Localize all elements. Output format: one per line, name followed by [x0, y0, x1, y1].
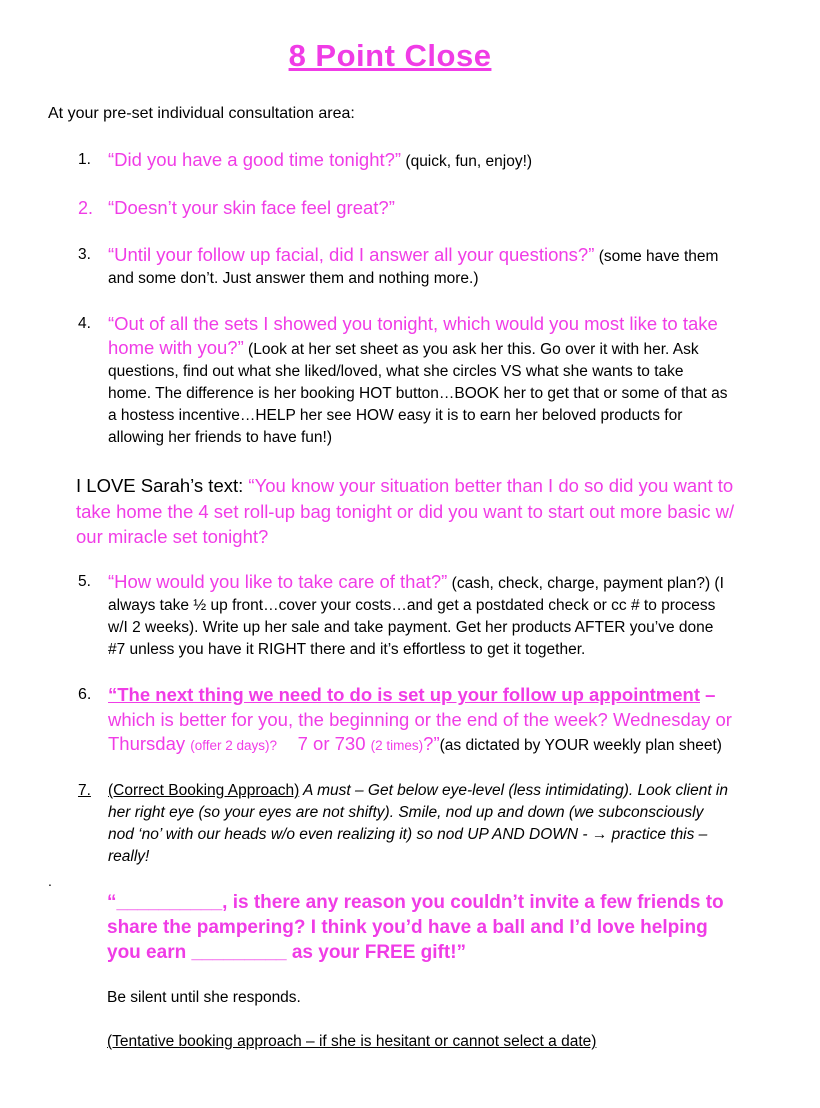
- stray-dot: .: [48, 873, 52, 889]
- step-question: “Did you have a good time tonight?”: [108, 149, 402, 170]
- silent-instruction: Be silent until she responds.: [107, 989, 301, 1006]
- step-number: 1.: [78, 151, 91, 168]
- step-7: [78, 780, 728, 868]
- step-number: 4.: [78, 315, 91, 332]
- plan-note: (as dictated by YOUR weekly plan sheet): [439, 737, 722, 754]
- booking-approach-label: (Correct Booking Approach): [108, 782, 300, 799]
- step-1: [78, 149, 728, 173]
- arrow-icon: →: [591, 826, 608, 843]
- step-question-rest: which is better for you, the beginning or the end of the week? Wednesday or Thursday: [108, 708, 732, 754]
- step-dash: –: [700, 684, 716, 705]
- step-2: [78, 197, 728, 221]
- booking-text-end: practice this – really!: [108, 826, 708, 865]
- sarah-text-block: [76, 473, 736, 550]
- booking-script: “__________, is there any reason you couldn’t invite a few friends to share the pampering? I think you’d have a ball and I’d love helping you earn _________ as your FREE gift!”: [107, 892, 724, 963]
- step-4: [78, 313, 728, 449]
- step-note: (some have them and some don’t. Just answer them and nothing more.): [108, 248, 719, 287]
- times: 7 or 730: [297, 733, 366, 754]
- step-note: (cash, check, charge, payment plan?) (I always take ½ up front…cover your costs…and get a postdated check or cc # to process w/I 2 weeks). Write up her sale and take payment. Get her products AFTER you’ve done #7 unless you have it RIGHT there and it’s effortless to get it together.: [108, 575, 724, 658]
- sarah-label: I LOVE Sarah’s text:: [76, 475, 244, 496]
- step-question: “Out of all the sets I showed you tonight, which would you most like to take home with you?”: [108, 313, 718, 358]
- tentative-approach-heading: (Tentative booking approach – if she is hesitant or cannot select a date): [107, 1033, 597, 1050]
- sarah-quote: “You know your situation better than I do so did you want to take home the 4 set roll-up bag tonight or did you want to start out more basic w/ our miracle set tonight?: [76, 475, 735, 547]
- booking-text: A must – Get below eye-level (less intimidating). Look client in her right eye (so your eyes are not shifty). Smile, nod up and down (we subconsciously nod ‘no’ with our heads w/o even realizing it) so nod UP AND DOWN -: [108, 782, 728, 843]
- step-question: “Until your follow up facial, did I answer all your questions?”: [108, 244, 595, 265]
- step-note: (quick, fun, enjoy!): [405, 153, 533, 170]
- page-title: 8 Point Close: [288, 38, 492, 73]
- question-end: ?”: [423, 733, 440, 754]
- intro-text: At your pre-set individual consultation area:: [48, 105, 355, 122]
- step-number: 7.: [78, 782, 91, 799]
- step-number: 6.: [78, 686, 92, 703]
- step-note: (Look at her set sheet as you ask her this. Go over it with her. Ask questions, find out what she liked/loved, what she circles VS what she wants to take home. The difference is her booking HOT button…BOOK her to get that or some of that as a hostess incentive…HELP her see HOW easy it is to earn her beloved products for allowing her friends to have fun!): [108, 341, 728, 446]
- step-6: [78, 683, 738, 759]
- step-question-bold: “The next thing we need to do is set up your follow up appointment: [108, 684, 700, 705]
- step-number: 3.: [78, 246, 91, 263]
- times-note: (2 times): [370, 738, 424, 753]
- step-question: “How would you like to take care of that?”: [108, 571, 448, 592]
- step-question: “Doesn’t your skin face feel great?”: [108, 197, 395, 218]
- step-number: 5.: [78, 573, 91, 590]
- days-note: (offer 2 days)?: [190, 738, 278, 753]
- step-3: [78, 244, 728, 290]
- step-number: 2.: [78, 198, 94, 218]
- step-5: [78, 571, 728, 661]
